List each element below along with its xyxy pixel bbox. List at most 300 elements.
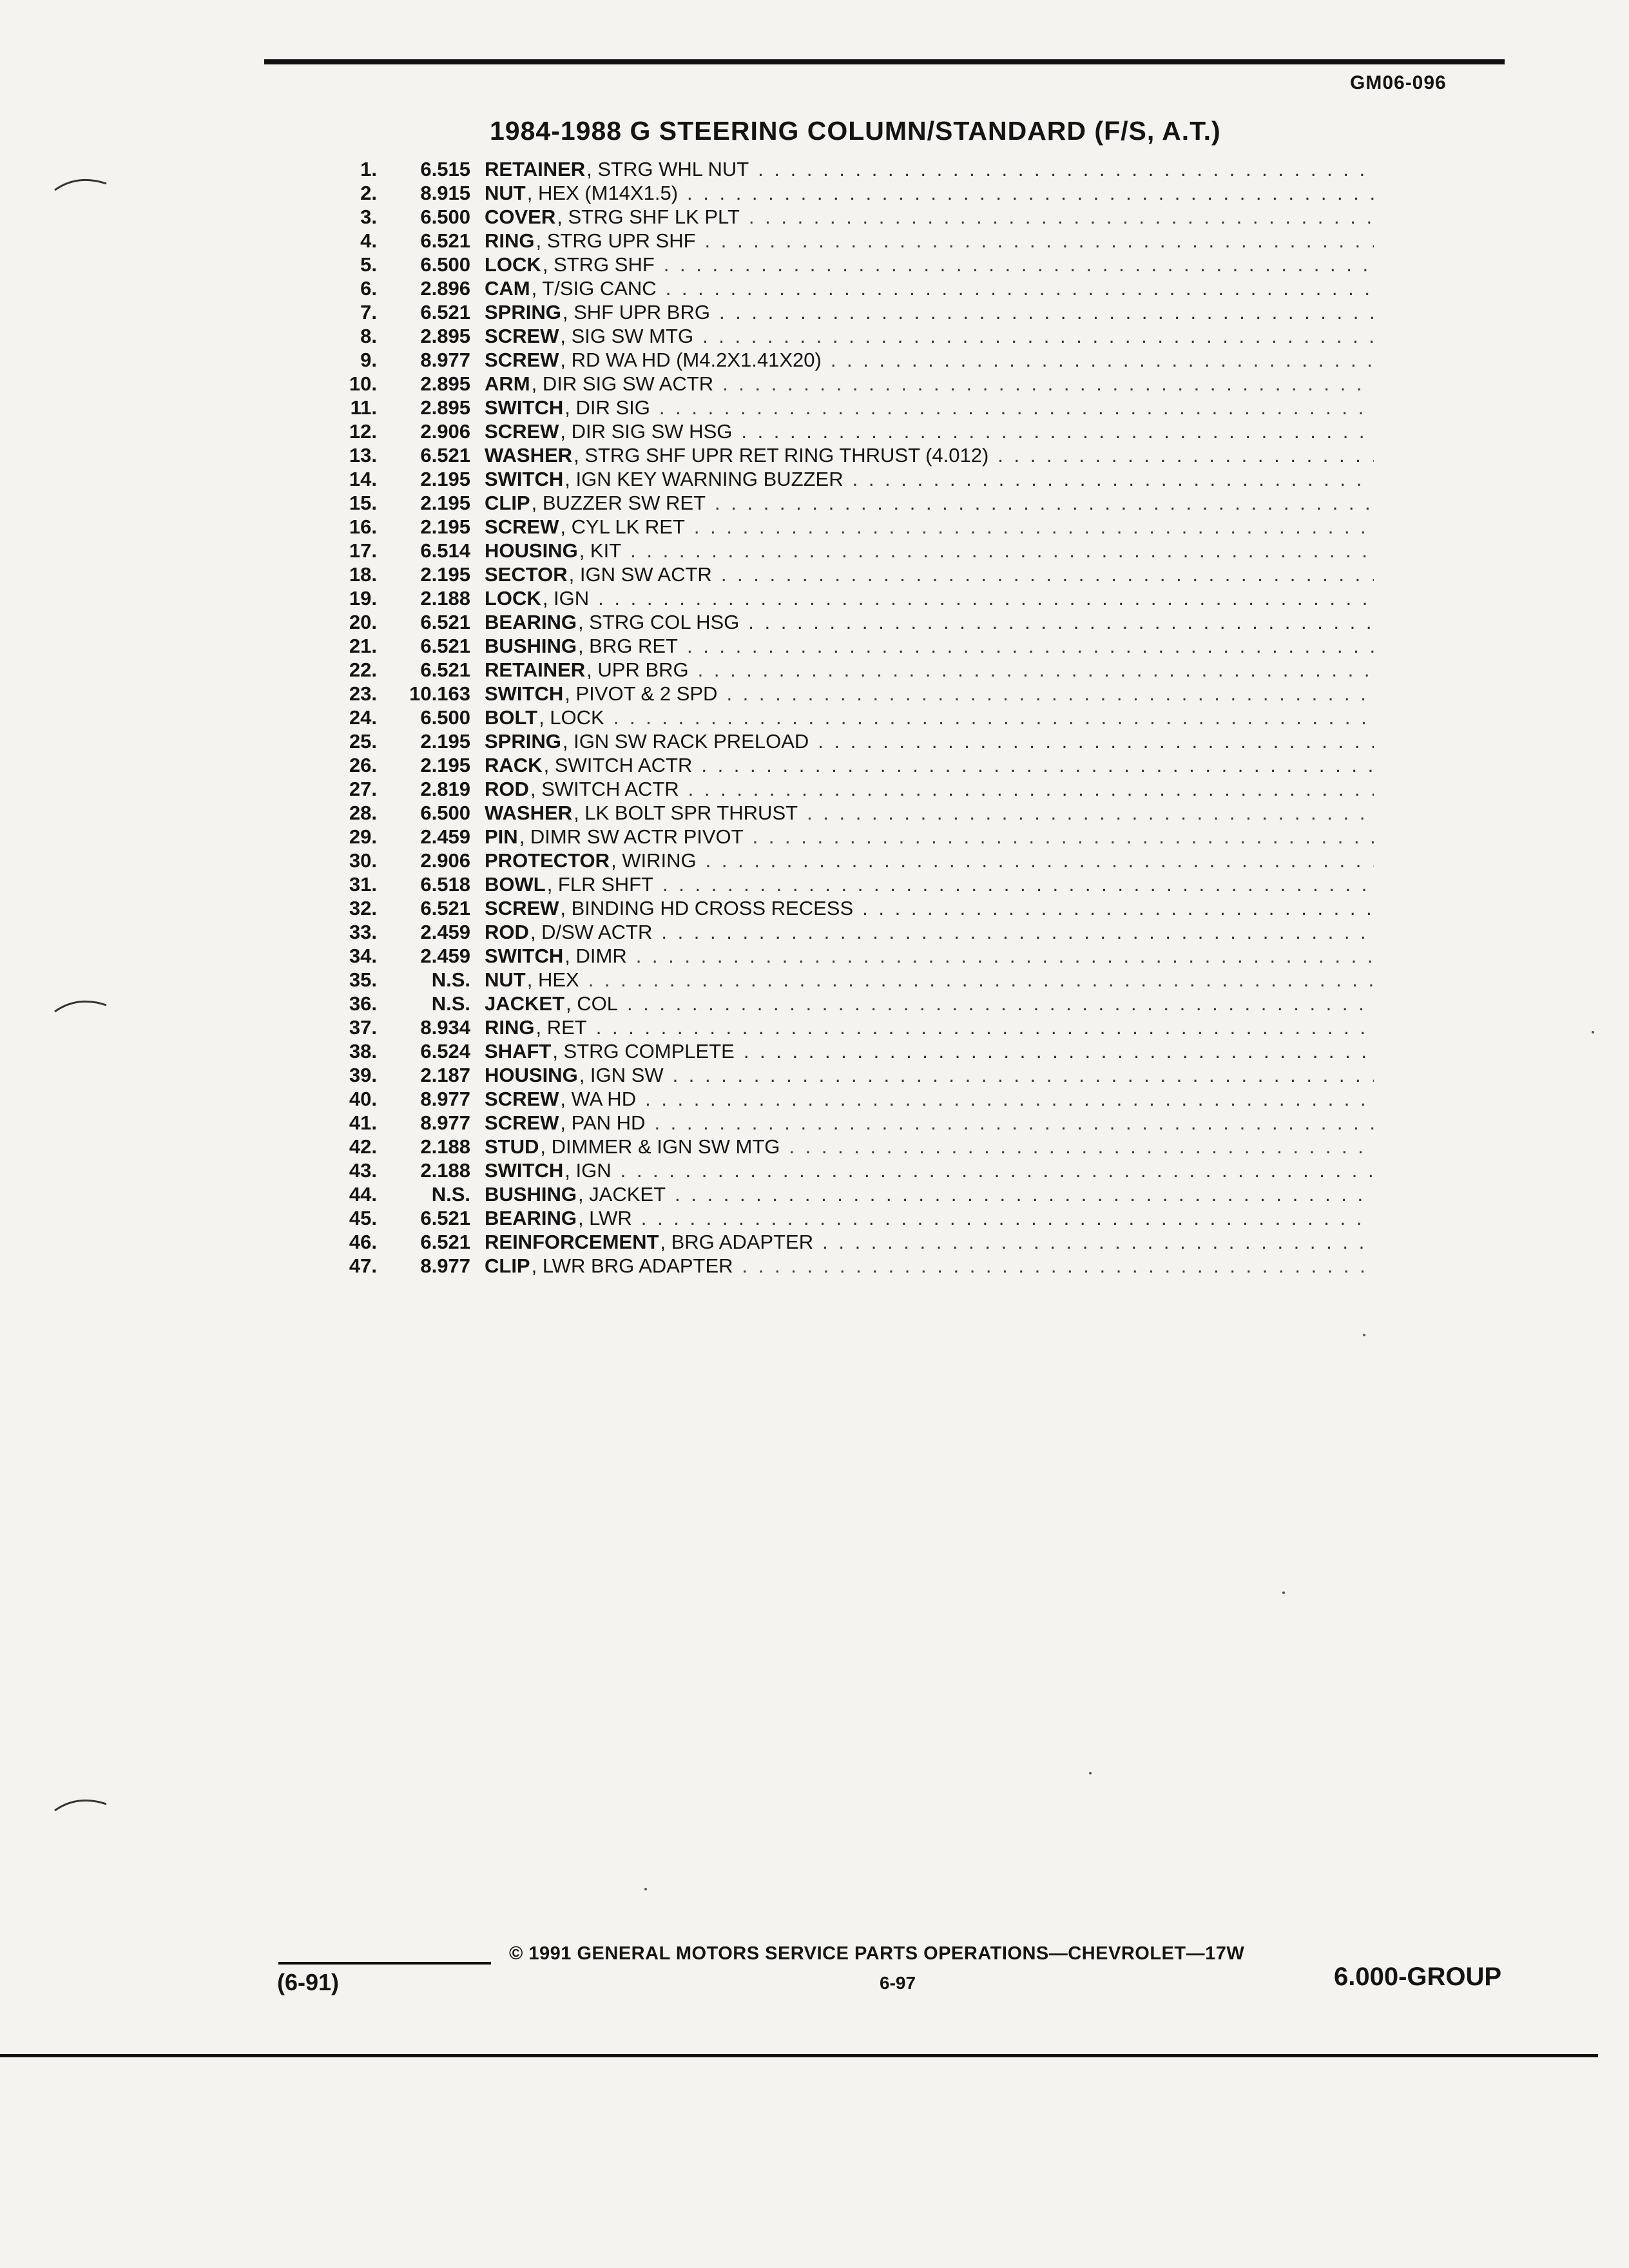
part-detail: , DIMMER & IGN SW MTG xyxy=(540,1135,780,1158)
dot-leader xyxy=(735,1039,1374,1063)
part-name: COVER xyxy=(485,206,556,228)
part-name: SWITCH xyxy=(485,682,564,705)
part-name: WASHER xyxy=(485,802,573,824)
footer-rule xyxy=(278,1962,491,1965)
dot-leader xyxy=(710,300,1374,324)
part-row xyxy=(322,729,1379,753)
part-name: ROD xyxy=(485,921,529,943)
part-detail: , T/SIG CANC xyxy=(531,277,657,300)
part-name: NUT xyxy=(485,968,526,991)
part-number: 32. xyxy=(349,897,377,919)
part-number: 28. xyxy=(349,802,377,824)
part-name: STUD xyxy=(485,1135,539,1158)
part-detail: , STRG COL HSG xyxy=(577,611,740,633)
page-number: 6-97 xyxy=(880,1973,916,1993)
part-group-code: 8.977 xyxy=(420,1111,470,1134)
part-group-code: 2.459 xyxy=(420,921,470,943)
part-name: SPRING xyxy=(485,301,561,323)
part-group-code: 2.195 xyxy=(420,515,470,538)
part-description xyxy=(485,562,1374,586)
part-row xyxy=(322,300,1379,324)
part-group-code: 6.518 xyxy=(420,873,470,896)
part-group-code: 2.195 xyxy=(420,754,470,776)
dot-leader xyxy=(685,515,1374,539)
dot-leader xyxy=(740,205,1374,229)
part-number: 6. xyxy=(360,277,377,300)
top-rule xyxy=(264,59,1505,64)
part-group-code: 6.521 xyxy=(420,1207,470,1229)
part-group-code: 2.195 xyxy=(420,492,470,514)
part-description xyxy=(485,944,1374,968)
part-group-code: 2.906 xyxy=(420,849,470,872)
part-detail: , RD WA HD (M4.2X1.41X20) xyxy=(560,349,822,371)
dot-leader xyxy=(636,1087,1374,1111)
dot-leader xyxy=(739,610,1374,634)
part-name: SWITCH xyxy=(485,1159,564,1182)
part-description xyxy=(485,920,1374,944)
part-number: 15. xyxy=(349,492,377,514)
dot-leader xyxy=(666,1182,1374,1206)
part-row xyxy=(322,1182,1379,1206)
part-name: SWITCH xyxy=(485,468,564,490)
part-number: 17. xyxy=(349,539,377,562)
part-name: CLIP xyxy=(485,1254,530,1277)
part-group-code: 8.934 xyxy=(420,1016,470,1039)
part-number: 7. xyxy=(360,301,377,323)
part-group-code: 2.895 xyxy=(420,325,470,347)
part-row xyxy=(322,372,1379,396)
part-description xyxy=(485,229,1374,253)
part-row xyxy=(322,896,1379,920)
part-number: 19. xyxy=(349,587,377,610)
part-row xyxy=(322,1158,1379,1182)
dot-leader xyxy=(822,348,1374,372)
part-name: SCREW xyxy=(485,515,559,538)
part-group-code: 6.521 xyxy=(420,301,470,323)
part-row xyxy=(322,443,1379,467)
part-description xyxy=(485,348,1374,372)
part-row xyxy=(322,658,1379,682)
part-group-code: 6.500 xyxy=(420,706,470,729)
part-detail: , SIG SW MTG xyxy=(560,325,694,347)
part-detail: , LWR xyxy=(577,1207,632,1229)
part-group-code: 10.163 xyxy=(409,682,470,705)
part-name: RETAINER xyxy=(485,658,586,681)
part-detail: , WIRING xyxy=(611,849,697,872)
part-detail: , LK BOLT SPR THRUST xyxy=(574,802,798,824)
part-detail: , IGN SW xyxy=(579,1064,664,1086)
dot-leader xyxy=(853,896,1374,920)
part-name: SPRING xyxy=(485,730,561,753)
part-detail: , FLR SHFT xyxy=(546,873,654,896)
dot-leader xyxy=(712,562,1374,586)
part-group-code: 6.521 xyxy=(420,229,470,252)
dot-leader xyxy=(678,181,1374,205)
part-detail: , IGN xyxy=(542,587,590,610)
part-name: RETAINER xyxy=(485,158,586,180)
part-detail: , STRG COMPLETE xyxy=(552,1040,735,1062)
part-number: 43. xyxy=(349,1159,377,1182)
dot-leader xyxy=(809,729,1374,753)
part-description xyxy=(485,992,1374,1015)
part-name: SECTOR xyxy=(485,563,568,586)
part-name: CLIP xyxy=(485,492,530,514)
part-row xyxy=(322,706,1379,729)
part-number: 22. xyxy=(349,658,377,681)
part-name: LOCK xyxy=(485,587,541,610)
part-group-code: 6.524 xyxy=(420,1040,470,1062)
part-row xyxy=(322,348,1379,372)
part-row xyxy=(322,682,1379,706)
part-description xyxy=(485,276,1374,300)
part-number: 39. xyxy=(349,1064,377,1086)
part-row xyxy=(322,920,1379,944)
part-group-code: 2.459 xyxy=(420,825,470,848)
part-group-code: 2.895 xyxy=(420,396,470,419)
part-group-code: 2.188 xyxy=(420,1159,470,1182)
part-name: SHAFT xyxy=(485,1040,552,1062)
dot-leader xyxy=(645,1111,1374,1135)
part-group-code: 6.521 xyxy=(420,635,470,657)
dot-leader xyxy=(612,1158,1374,1182)
part-row xyxy=(322,1015,1379,1039)
part-detail: , DIR SIG SW HSG xyxy=(560,420,733,443)
part-description xyxy=(485,658,1374,682)
dot-leader xyxy=(679,777,1374,801)
dot-leader xyxy=(692,753,1374,777)
part-description xyxy=(485,253,1374,276)
part-number: 25. xyxy=(349,730,377,753)
part-number: 31. xyxy=(349,873,377,896)
part-number: 13. xyxy=(349,444,377,466)
scan-speck xyxy=(1282,1591,1285,1594)
part-name: BOLT xyxy=(485,706,538,729)
binder-hole-mark xyxy=(52,1791,110,1817)
part-number: 23. xyxy=(349,682,377,705)
part-group-code: 2.459 xyxy=(420,945,470,967)
part-number: 46. xyxy=(349,1231,377,1253)
scan-speck xyxy=(1089,1772,1092,1774)
part-group-code: 6.521 xyxy=(420,658,470,681)
part-description xyxy=(485,467,1374,491)
doc-code: GM06-096 xyxy=(1350,72,1447,93)
part-row xyxy=(322,634,1379,658)
part-detail: , BUZZER SW RET xyxy=(531,492,706,514)
part-description xyxy=(485,729,1374,753)
part-number: 1. xyxy=(360,158,377,180)
part-group-code: 6.514 xyxy=(420,539,470,562)
part-detail: , LOCK xyxy=(539,706,604,729)
part-description xyxy=(485,515,1374,539)
part-number: 14. xyxy=(349,468,377,490)
dot-leader xyxy=(587,1015,1374,1039)
part-description xyxy=(485,1230,1374,1254)
part-group-code: 6.521 xyxy=(420,1231,470,1253)
dot-leader xyxy=(717,682,1374,706)
part-detail: , CYL LK RET xyxy=(560,515,685,538)
dot-leader xyxy=(780,1135,1374,1158)
part-name: RING xyxy=(485,229,535,252)
part-row xyxy=(322,539,1379,562)
part-group-code: 2.195 xyxy=(420,468,470,490)
part-name: SCREW xyxy=(485,1088,559,1110)
part-description xyxy=(485,300,1374,324)
part-row xyxy=(322,1206,1379,1230)
part-detail: , JACKET xyxy=(577,1183,666,1206)
part-name: RACK xyxy=(485,754,543,776)
part-detail: , BRG ADAPTER xyxy=(660,1231,814,1253)
scan-speck xyxy=(1592,1031,1594,1033)
part-group-code: 6.500 xyxy=(420,206,470,228)
part-group-code: 2.896 xyxy=(420,277,470,300)
part-number: 26. xyxy=(349,754,377,776)
part-row xyxy=(322,562,1379,586)
part-group-code: 8.977 xyxy=(420,349,470,371)
part-description xyxy=(485,1206,1374,1230)
part-description xyxy=(485,324,1374,348)
part-row xyxy=(322,229,1379,253)
part-name: SCREW xyxy=(485,420,559,443)
part-number: 47. xyxy=(349,1254,377,1277)
part-detail: , BINDING HD CROSS RECESS xyxy=(560,897,854,919)
dot-leader xyxy=(749,157,1374,181)
part-number: 8. xyxy=(360,325,377,347)
part-description xyxy=(485,1015,1374,1039)
part-description xyxy=(485,849,1374,872)
part-group-code: 2.195 xyxy=(420,563,470,586)
binder-hole-mark xyxy=(52,171,110,197)
part-row xyxy=(322,753,1379,777)
dot-leader xyxy=(604,706,1374,729)
part-detail: , KIT xyxy=(579,539,622,562)
part-group-code: 8.977 xyxy=(420,1088,470,1110)
revision-date: (6-91) xyxy=(277,1969,340,1995)
part-name: SWITCH xyxy=(485,945,564,967)
part-detail: , STRG SHF xyxy=(542,253,655,276)
part-row xyxy=(322,825,1379,849)
part-detail: , DIR SIG xyxy=(564,396,650,419)
dot-leader xyxy=(696,229,1374,253)
part-group-code: N.S. xyxy=(431,992,470,1015)
part-number: 38. xyxy=(349,1040,377,1062)
part-name: BOWL xyxy=(485,873,546,896)
part-description xyxy=(485,1135,1374,1158)
part-detail: , HEX (M14X1.5) xyxy=(526,182,679,204)
part-row xyxy=(322,396,1379,419)
dot-leader xyxy=(733,1254,1374,1278)
part-name: SCREW xyxy=(485,897,559,919)
part-detail: , DIMR SW ACTR PIVOT xyxy=(519,825,744,848)
part-group-code: 2.819 xyxy=(420,778,470,800)
part-name: NUT xyxy=(485,182,526,204)
part-name: LOCK xyxy=(485,253,541,276)
part-name: REINFORCEMENT xyxy=(485,1231,659,1253)
dot-leader xyxy=(843,467,1374,491)
part-description xyxy=(485,1158,1374,1182)
group-label: 6.000-GROUP xyxy=(1334,1963,1502,1991)
dot-leader xyxy=(579,968,1374,992)
part-row xyxy=(322,849,1379,872)
part-group-code: 2.187 xyxy=(420,1064,470,1086)
part-row xyxy=(322,491,1379,515)
part-row xyxy=(322,801,1379,825)
part-row xyxy=(322,515,1379,539)
part-detail: , SHF UPR BRG xyxy=(562,301,710,323)
part-row xyxy=(322,1087,1379,1111)
dot-leader xyxy=(621,539,1374,562)
dot-leader xyxy=(697,849,1374,872)
part-number: 9. xyxy=(360,349,377,371)
part-description xyxy=(485,872,1374,896)
bottom-rule xyxy=(0,2054,1598,2057)
part-name: ARM xyxy=(485,372,530,395)
part-number: 45. xyxy=(349,1207,377,1229)
part-row xyxy=(322,992,1379,1015)
part-row xyxy=(322,1254,1379,1278)
part-group-code: N.S. xyxy=(431,1183,470,1206)
part-detail: , RET xyxy=(535,1016,587,1039)
part-description xyxy=(485,968,1374,992)
part-detail: , IGN KEY WARNING BUZZER xyxy=(564,468,843,490)
part-description xyxy=(485,682,1374,706)
part-detail: , PAN HD xyxy=(560,1111,646,1134)
part-description xyxy=(485,1039,1374,1063)
part-detail: , BRG RET xyxy=(577,635,678,657)
copyright-notice: © 1991 GENERAL MOTORS SERVICE PARTS OPERATIONS—CHEVROLET—17W xyxy=(509,1943,1245,1964)
part-name: PIN xyxy=(485,825,518,848)
dot-leader xyxy=(657,276,1374,300)
part-description xyxy=(485,419,1374,443)
dot-leader xyxy=(798,801,1374,825)
part-detail: , STRG UPR SHF xyxy=(535,229,696,252)
part-number: 12. xyxy=(349,420,377,443)
part-description xyxy=(485,610,1374,634)
part-row xyxy=(322,1135,1379,1158)
part-group-code: 2.188 xyxy=(420,587,470,610)
part-description xyxy=(485,539,1374,562)
part-row xyxy=(322,276,1379,300)
part-number: 37. xyxy=(349,1016,377,1039)
part-row xyxy=(322,253,1379,276)
part-row xyxy=(322,181,1379,205)
part-name: SCREW xyxy=(485,1111,559,1134)
parts-list xyxy=(322,157,1379,1278)
part-group-code: 2.188 xyxy=(420,1135,470,1158)
dot-leader xyxy=(678,634,1374,658)
dot-leader xyxy=(813,1230,1374,1254)
part-detail: , HEX xyxy=(526,968,579,991)
part-name: WASHER xyxy=(485,444,573,466)
part-number: 27. xyxy=(349,778,377,800)
part-row xyxy=(322,944,1379,968)
part-detail: , D/SW ACTR xyxy=(530,921,653,943)
part-number: 10. xyxy=(349,372,377,395)
part-description xyxy=(485,825,1374,849)
part-description xyxy=(485,586,1374,610)
part-name: PROTECTOR xyxy=(485,849,610,872)
part-row xyxy=(322,1063,1379,1087)
part-number: 20. xyxy=(349,611,377,633)
part-number: 3. xyxy=(360,206,377,228)
part-detail: , IGN xyxy=(564,1159,612,1182)
part-description xyxy=(485,443,1374,467)
part-number: 18. xyxy=(349,563,377,586)
dot-leader xyxy=(618,992,1374,1015)
part-description xyxy=(485,372,1374,396)
part-description xyxy=(485,777,1374,801)
part-detail: , STRG SHF LK PLT xyxy=(557,206,740,228)
part-group-code: N.S. xyxy=(431,968,470,991)
part-number: 36. xyxy=(349,992,377,1015)
dot-leader xyxy=(706,491,1374,515)
part-number: 30. xyxy=(349,849,377,872)
part-name: SCREW xyxy=(485,325,559,347)
part-name: BEARING xyxy=(485,1207,577,1229)
part-group-code: 6.521 xyxy=(420,444,470,466)
part-description xyxy=(485,396,1374,419)
part-description xyxy=(485,157,1374,181)
part-number: 35. xyxy=(349,968,377,991)
part-number: 11. xyxy=(350,396,377,419)
part-detail: , IGN SW RACK PRELOAD xyxy=(562,730,809,753)
part-group-code: 6.521 xyxy=(420,897,470,919)
part-row xyxy=(322,610,1379,634)
part-description xyxy=(485,1063,1374,1087)
part-description xyxy=(485,1111,1374,1135)
part-name: ROD xyxy=(485,778,529,800)
part-group-code: 6.521 xyxy=(420,611,470,633)
page-title: 1984-1988 G STEERING COLUMN/STANDARD (F/S, A.T.) xyxy=(490,116,1221,146)
part-detail: , PIVOT & 2 SPD xyxy=(564,682,718,705)
part-detail: , STRG WHL NUT xyxy=(586,158,749,180)
dot-leader xyxy=(988,443,1374,467)
part-description xyxy=(485,1254,1374,1278)
part-group-code: 8.977 xyxy=(420,1254,470,1277)
part-row xyxy=(322,467,1379,491)
dot-leader xyxy=(589,586,1374,610)
part-group-code: 2.195 xyxy=(420,730,470,753)
part-description xyxy=(485,896,1374,920)
part-detail: , STRG SHF UPR RET RING THRUST (4.012) xyxy=(574,444,989,466)
dot-leader xyxy=(689,658,1374,682)
dot-leader xyxy=(650,396,1374,419)
dot-leader xyxy=(664,1063,1374,1087)
part-row xyxy=(322,1039,1379,1063)
part-group-code: 6.500 xyxy=(420,802,470,824)
dot-leader xyxy=(655,253,1374,276)
part-name: HOUSING xyxy=(485,539,578,562)
part-number: 33. xyxy=(349,921,377,943)
part-row xyxy=(322,1230,1379,1254)
part-description xyxy=(485,753,1374,777)
part-name: JACKET xyxy=(485,992,565,1015)
part-group-code: 2.895 xyxy=(420,372,470,395)
part-description xyxy=(485,706,1374,729)
part-name: CAM xyxy=(485,277,530,300)
dot-leader xyxy=(744,825,1374,849)
dot-leader xyxy=(632,1206,1374,1230)
part-number: 21. xyxy=(349,635,377,657)
dot-leader xyxy=(653,872,1374,896)
part-name: SCREW xyxy=(485,349,559,371)
part-name: SWITCH xyxy=(485,396,564,419)
part-detail: , COL xyxy=(566,992,618,1015)
part-number: 29. xyxy=(349,825,377,848)
dot-leader xyxy=(627,944,1374,968)
scan-speck xyxy=(644,1888,647,1890)
part-description xyxy=(485,491,1374,515)
part-detail: , DIR SIG SW ACTR xyxy=(531,372,714,395)
